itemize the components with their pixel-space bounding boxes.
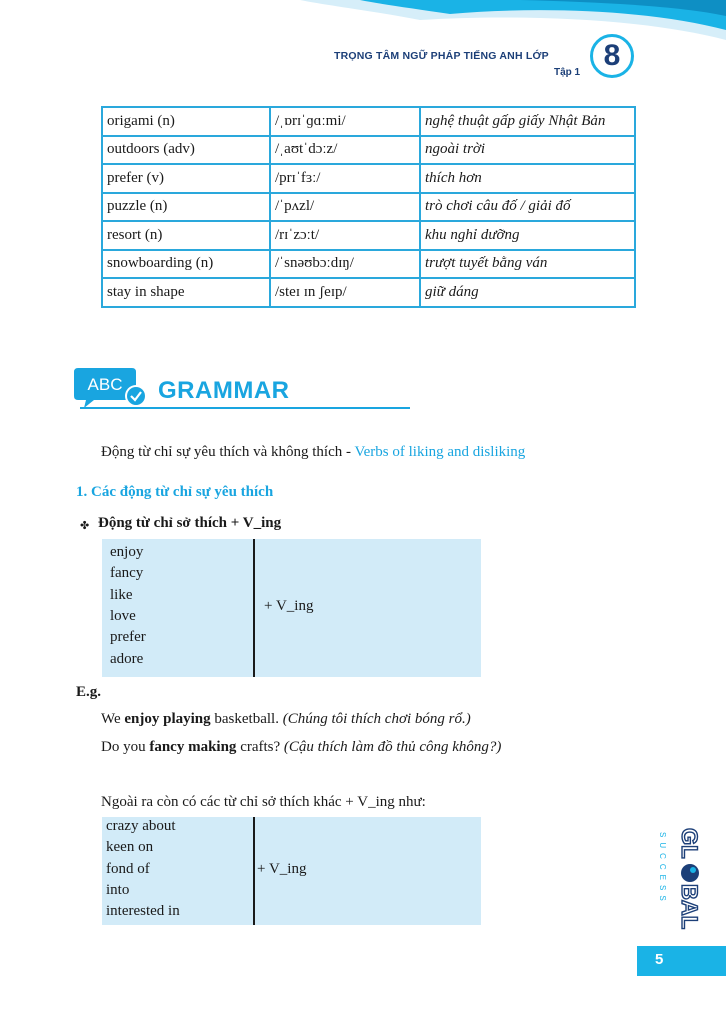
vocab-ipa: /steɪ ɪn ʃeɪp/ — [270, 278, 420, 307]
logo-bottom-text: BAL — [677, 884, 702, 930]
vocab-word: origami (n) — [102, 107, 270, 136]
page-number-tab — [637, 946, 726, 976]
box2-phrase: crazy about — [106, 818, 176, 834]
box2-rhs: + V_ing — [257, 861, 307, 877]
vocab-row — [102, 164, 635, 193]
vocab-meaning: thích hơn — [420, 164, 635, 193]
vocab-ipa: /ˌɒrɪˈɡɑːmi/ — [270, 107, 420, 136]
box1-verb: love — [110, 607, 136, 624]
vocab-word: resort (n) — [102, 221, 270, 250]
vocab-meaning: giữ dáng — [420, 278, 635, 307]
intro-en: Verbs of liking and disliking — [354, 444, 526, 460]
ex1-translation: (Chúng tôi thích chơi bóng rổ.) — [282, 711, 471, 727]
box1-verb: enjoy — [110, 544, 144, 560]
vocab-ipa: /rɪˈzɔːt/ — [270, 221, 420, 250]
logo-sub-text: SUCCESS — [658, 832, 667, 906]
grammar-intro — [101, 444, 525, 461]
vocab-ipa: /ˈsnəʊbɔːdɪŋ/ — [270, 250, 420, 279]
abc-check-icon — [74, 366, 150, 410]
verbs-box-1 — [102, 539, 481, 677]
vocab-row — [102, 136, 635, 165]
vocab-row — [102, 193, 635, 222]
vocab-table — [101, 106, 636, 308]
ex1-pre: We — [101, 711, 125, 727]
box2-phrase: into — [106, 881, 130, 898]
box1-separator — [253, 539, 255, 677]
box2-phrase: interested in — [106, 903, 180, 920]
box1-verb: prefer — [110, 629, 146, 646]
series-title: TRỌNG TÂM NGỮ PHÁP TIẾNG ANH LỚP — [334, 50, 549, 62]
intro-vi: Động từ chỉ sự yêu thích và không thích - — [101, 444, 355, 460]
box2-phrase: keen on — [106, 839, 154, 856]
volume-label: Tập 1 — [554, 67, 581, 78]
grade-number: 8 — [603, 39, 621, 72]
bullet-text: Động từ chỉ sở thích + V_ing — [98, 515, 282, 531]
vocab-meaning: ngoài trời — [420, 136, 635, 165]
page-number: 5 — [655, 951, 664, 968]
vocab-word: outdoors (adv) — [102, 136, 270, 165]
other-intro: Ngoài ra còn có các từ chỉ sở thích khác + V_ing như: — [101, 794, 426, 810]
example-1 — [101, 711, 471, 728]
vocab-meaning: khu nghỉ dưỡng — [420, 221, 635, 250]
vocab-ipa: /ˈpʌzl/ — [270, 193, 420, 222]
vocab-word: puzzle (n) — [102, 193, 270, 222]
vocab-ipa: /prɪˈfɜː/ — [270, 164, 420, 193]
box1-verb: fancy — [110, 565, 144, 582]
abc-badge-text: ABC — [87, 375, 123, 394]
grade-badge — [590, 34, 634, 78]
ex2-post: crafts? — [236, 739, 284, 755]
global-success-logo — [652, 826, 702, 938]
example-2 — [101, 739, 501, 756]
vocab-meaning: trượt tuyết bằng ván — [420, 250, 635, 279]
vocab-row — [102, 107, 635, 136]
box2-phrase: fond of — [106, 860, 150, 877]
ex2-translation: (Cậu thích làm đồ thủ công không?) — [283, 739, 502, 755]
box1-rhs: + V_ing — [264, 598, 314, 614]
ex1-post: basketball. — [210, 711, 283, 727]
bullet-star-icon: ✤ — [80, 520, 90, 532]
ex2-pre: Do you — [101, 739, 150, 755]
ex2-bold: fancy making — [149, 739, 237, 755]
vocab-meaning: nghệ thuật gấp giấy Nhật Bản — [420, 107, 635, 136]
section1-title: 1. Các động từ chỉ sự yêu thích — [76, 484, 274, 500]
box1-verb: adore — [110, 650, 144, 667]
vocab-word: snowboarding (n) — [102, 250, 270, 279]
logo-top-text: GL — [677, 828, 702, 859]
vocab-word: stay in shape — [102, 278, 270, 307]
vocab-row — [102, 250, 635, 279]
vocab-row — [102, 278, 635, 307]
vocab-row — [102, 221, 635, 250]
vocab-word: prefer (v) — [102, 164, 270, 193]
eg-label: E.g. — [76, 684, 102, 700]
box1-verb: like — [110, 586, 133, 603]
box2-separator — [253, 817, 255, 925]
vocab-meaning: trò chơi câu đố / giải đố — [420, 193, 635, 222]
grammar-underline — [80, 407, 410, 409]
verbs-box-2 — [102, 817, 481, 925]
ex1-bold: enjoy playing — [124, 711, 211, 727]
vocab-ipa: /ˌaʊtˈdɔːz/ — [270, 136, 420, 165]
grammar-title: GRAMMAR — [158, 377, 290, 404]
